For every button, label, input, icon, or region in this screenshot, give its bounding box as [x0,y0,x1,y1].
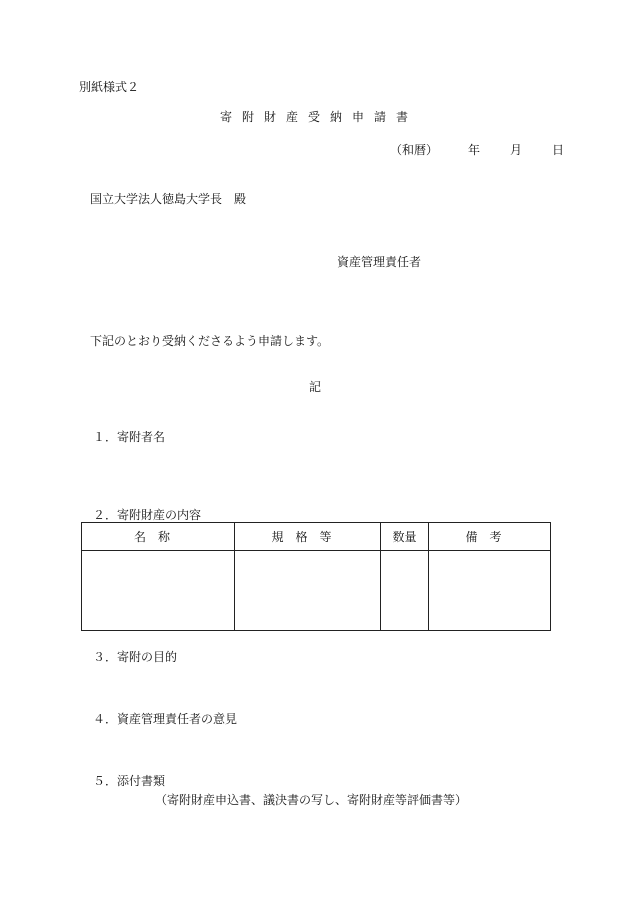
ki-heading: 記 [309,380,322,394]
date-era: （和暦） [390,143,439,157]
section-donor: １．寄附者名 [93,430,166,444]
header-name: 名称 [82,523,235,551]
cell-quantity [381,551,429,631]
date-month: 月 [510,143,523,157]
header-spec: 規格等 [235,523,381,551]
attachments-note: （寄附財産申込書、議決書の写し、寄附財産等評価書等） [155,793,468,807]
header-remarks: 備考 [429,523,551,551]
section-purpose: ３．寄附の目的 [93,650,178,664]
requester: 資産管理責任者 [337,255,422,269]
table-row [82,551,551,631]
request-text: 下記のとおり受納くださるよう申請します。 [90,334,330,348]
date-year: 年 [468,143,481,157]
cell-remarks [429,551,551,631]
table-header-row [82,523,551,551]
section-attachments: ５．添付書類 [93,774,166,788]
date-day: 日 [552,143,565,157]
cell-name [82,551,235,631]
form-id: 別紙様式２ [79,80,140,94]
header-quantity: 数量 [381,523,429,551]
date-line [390,143,564,157]
addressee: 国立大学法人徳島大学長 殿 [90,192,247,206]
section-contents: ２．寄附財産の内容 [93,508,202,522]
section-opinion: ４．資産管理責任者の意見 [93,712,238,726]
contents-table [81,522,551,631]
document-title: 寄附財産受納申請書 [219,110,418,124]
cell-spec [235,551,381,631]
